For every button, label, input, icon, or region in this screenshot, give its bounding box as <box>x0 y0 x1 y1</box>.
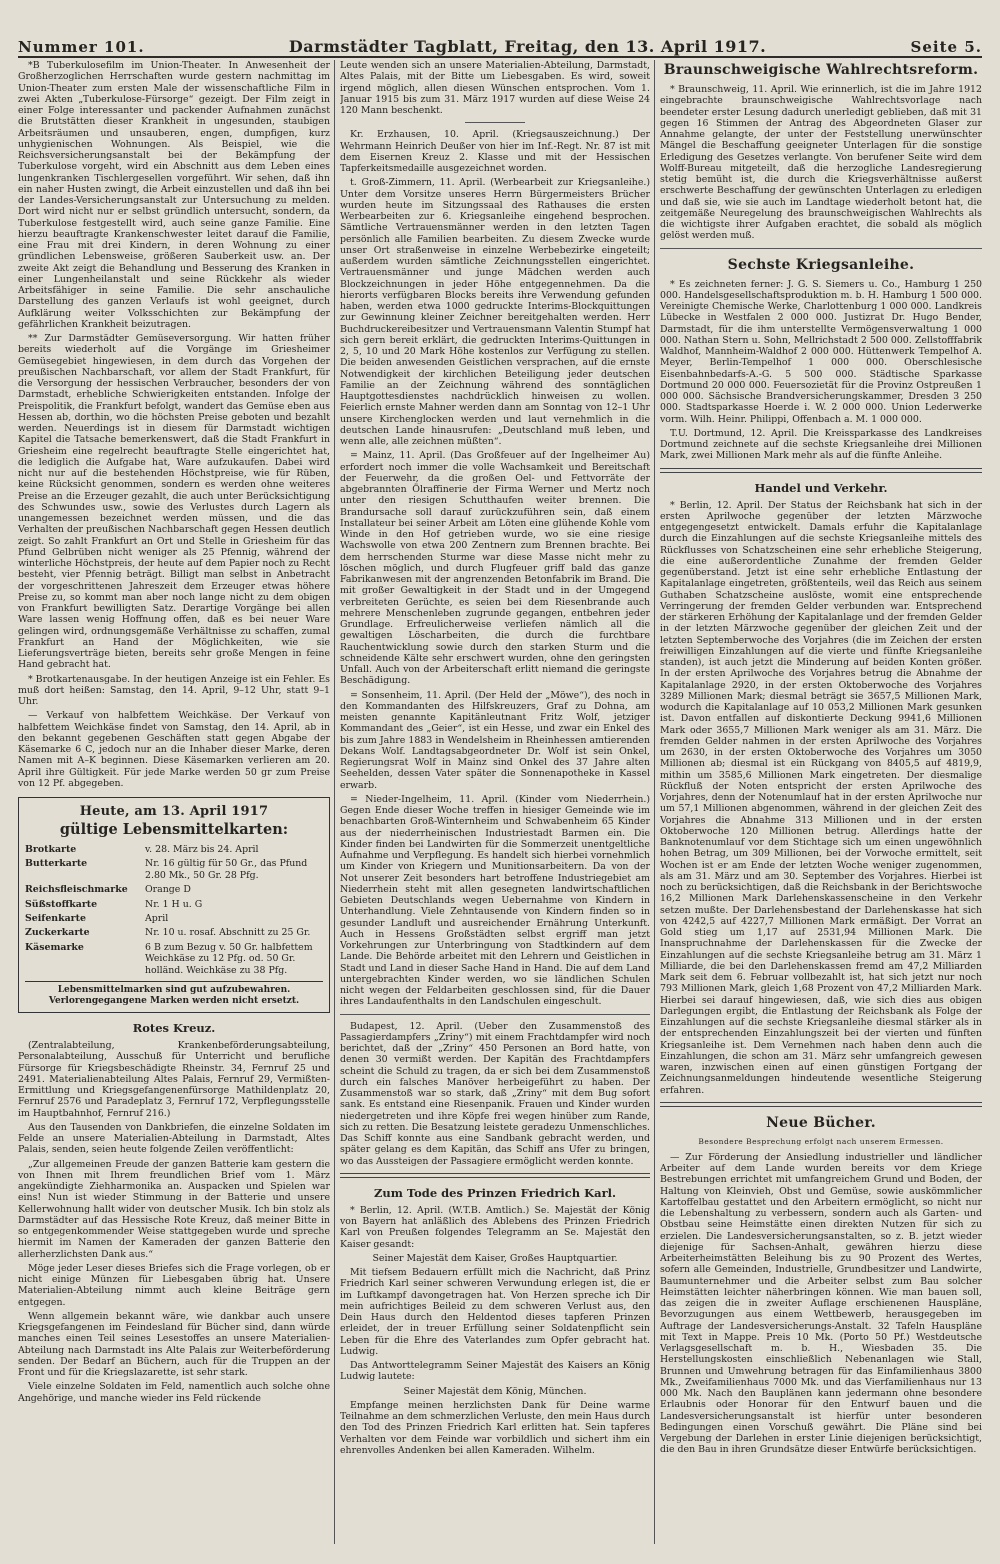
article-reichsbank: * Berlin, 12. April. Der Status der Reichsbank hat sich in der ersten Aprilwoche gegenüber der letzten Märzwoche entgegengesetzt entwickelt. Damals erfuhr die Kapitalanlage durch die Einzahlungen auf die sechste Kriegsanleihe mittels des Rückflusses von Schatzscheinen eine sehr erhebliche Steigerung, die eine außerordentliche Zunahme der fremden Gelder gegenüberstand. Jetzt ist eine sehr erhebliche Entlastung der Kapitalanlage eingetreten, größtenteils, weil das Reich aus seinem Guthaben Schatzscheine auslöste, womit eine entsprechende Verringerung der fremden Gelder verbunden war. Entsprechend der stärkeren Erhöhung der Kapitalanlage und der fremden Gelder in der letzten Märzwoche gegenüber der gleichen Zeit und der letzten Septemberwoche des Vorjahres (die im Zeichen der ersten freiwilligen Einzahlungen auf die vierte und fünfte Kriegsanleihe standen), ist auch jetzt die Minderung auf beiden Konten größer. In der ersten Aprilwoche des Vorjahres betrug die Abnahme der Kapitalanlage 2920, in der ersten Oktoberwoche des Vorjahres 3289 Millionen Mark; diesmal beträgt sie 3657,5 Millionen Mark, wodurch die Kapitalanlage auf 10 053,2 Millionen Mark gesunken ist. Davon entfallen auf diskontierte Deckung 9941,6 Millionen Mark oder 3655,7 Millionen Mark weniger als am 31. März. Die fremden Gelder nahmen in der ersten Aprilwoche des Vorjahres um 2630, in der ersten Oktoberwoche des Vorjahres um 3050 Millionen ab; diesmal ist ein Rückgang von 8405,5 auf 4819,9, mithin um 3585,6 Millionen Mark eingetreten. Der diesmalige Rückfluß der Noten entspricht der ersten Aprilwoche des Vorjahres, denn der Notenumlauf hat in der ersten Aprilwoche nur um 57,1 Millionen abgenommen, während in der gleichen Zeit des Vorjahres die Abnahme 313 Millionen und in der ersten Oktoberwoche 120 Millionen betrug. Allerdings hatte der Banknotenumlauf vor dem Stichtage sich um einen ungewöhnlich hohen Betrag, um 309 Millionen, bei der Vorwoche ermittelt, seit Wochen ist er am Ende der letzten Woche weniger zugenommen, als am 31. März und am 30. September des Vorjahres. Hierbei ist noch zu berücksichtigen, daß die Reichsbank in der Berichtswoche 16,2 Millionen Mark Darlehenskassenscheine in den Verkehr setzen mußte. Der Darlehensbestand der Darlehenskasse hat sich von 4242,5 auf 4227,7 Millionen Mark ermäßigt. Der Vorrat an Gold stieg um 1,17 auf 2531,94 Millionen Mark. Die Inanspruchnahme der Darlehenskassen für die Zwecke der Einzahlungen auf die sechste Kriegsanleihe betrug am 31. März 1 Milliarde, die bei den Darlehenskassen fremd am 47,2 Milliarden Mark seit dem 6. Februar vollbezahlt ist, hat sich jetzt nur noch 793 Millionen Mark, gleich 1,68 Prozent von 47,2 Milliarden Mark. Hierbei sei darauf hingewiesen, daß, wie sich dies aus obigen Darlegungen ergibt, die Entlastung der Reichsbank als Folge der Einzahlungen auf die sechste Kriegsanleihe diesmal stärker als in der entsprechenden Einzahlungszeit bei der vierten und fünften Kriegsanleihe ist. Dem Vernehmen nach haben denn auch die Einzahlungen, die schon am 31. März sehr umfangreich gewesen waren, inzwischen einen auf einen günstigen Fortgang der Zeichnungsanmeldungen hindeutende wesentliche Steigerung erfahren. <box>660 499 982 1096</box>
page-number: Seite 5. <box>910 38 982 56</box>
rotes-kreuz-addresses: (Zentralabteilung, Krankenbeförderungsabteilung, Personalabteilung, Ausschuß für Unterricht und berufliche Fürsorge für Kriegsbeschädigte Rheinstr. 34, Fernruf 25 und 2491. Materialienabteilung Altes Palais, Fernruf 29, Vermißten-Ermittlung und Kriegsgefangenenfürsorge Mathildenplatz 20, Fernruf 2576 und Paradeplatz 3, Fernruf 172, Verpflegungsstelle im Hauptbahnhof, Fernruf 216.) <box>18 1040 330 1119</box>
tod-telegram-koenig: Mit tiefsem Bedauern erfüllt mich die Nachricht, daß Prinz Friedrich Karl seiner schweren Verwundung erlegen ist, die er im Luftkampf davongetragen hat. Von Herzen spreche ich Dir mein aufrichtiges Beileid zu dem schweren Verlust aus, den Dein Haus durch den Heldentod dieses tapferen Prinzen erleidet, der in treuer Erfüllung seiner Soldatenpflicht sein Leben für die Ehre des Vaterlandes zum Opfer gebracht hat. Ludwig. <box>340 1267 650 1357</box>
box-heading-date: Heute, am 13. April 1917 <box>79 804 269 819</box>
article-sonsenheim: = Sonsenheim, 11. April. (Der Held der „Möwe“), des noch in den Kommandanten des Hilfskreuzers, Graf zu Dohna, am meisten genannte Kapitänleutnant Fritz Wolf, jetziger Kommandant des „Geier“, ist ein Hesse, und zwar ein Enkel des bis zum Jahre 1883 in Wendelsheim in Rheinhessen amtierenden Dekans Wolf. Landtagsabgeordneter Dr. Wolf ist sein Onkel, Regierungsrat Wolf in Mainz sind Onkel des 37 Jahre alten Seehelden, dessen Vater später die Sonnenapotheke in Kassel erwarb. <box>340 689 650 791</box>
box-heading-title: gültige Lebensmittelkarten: <box>59 821 289 838</box>
separator <box>660 248 982 249</box>
article-kriegsanleihe-zeichnungen: * Es zeichneten ferner: J. G. S. Siemers u. Co., Hamburg 1 250 000. Handelsgesellschaftsproduktion m. b. H. Hamburg 1 500 000. Vereinigte Chemische Werke, Charlottenburg 1 000 000. Landkreis Lübecke in Westfalen 2 000 000. Justizrat Dr. Hugo Bender, Darmstadt, für die ihm unterstellte Vermögensverwaltung 1 000 000. Nathan Stern u. Sohn, Mellrichstadt 2 500 000. Zellstofffabrik Waldhof, Mannheim-Waldhof 2 000 000. Hüttenwerk Tempelhof A. Meyer, Berlin-Tempelhof 1 000 000. Oberschlesische Eisenbahnbedarfs-A.-G. 5 500 000. Städtische Sparkasse Dortmund 20 000 000. Feuersozietät für die Provinz Ostpreußen 1 000 000. Sächsische Brandversicherungskammer, Dresden 3 250 000. Stadtsparkasse Hoerde i. W. 2 000 000. Union Lederwerke vorm. Wilh. Heinr. Philippi, Offenbach a. M. 1 000 000. <box>660 278 982 425</box>
issue-number: Nummer 101. <box>18 38 145 56</box>
newspaper-title-date: Darmstädter Tagblatt, Freitag, den 13. April 1917. <box>288 37 767 56</box>
separator <box>340 1014 650 1015</box>
tod-telegram-kaiser: Empfange meinen herzlichsten Dank für Deine warme Teilnahme an dem schmerzlichen Verluste, den mein Haus durch den Tod des Prinzen Friedrich Karl erlitten hat. Sein tapferes Verhalten vor dem Feinde war vorbildlich und sichert ihm ein ehrenvolles Andenken bei allen Kameraden. Wilhelm. <box>340 1399 650 1456</box>
article-mainz: = Mainz, 11. April. (Das Großfeuer auf der Ingelheimer Au) erfordert noch immer die volle Wachsamkeit und Bereitschaft der Feuerwehr, da die großen Oel- und Fettvorräte der abgebrannten Ölraffinerie der Firma Werner und Mertz noch unter den riesigen Schutthaufen weiter brennen. Die Brandursache soll darauf zurückzuführen sein, daß einem Installateur bei seiner Arbeit am Löten eine glühende Kohle vom Winde in den Hof getrieben wurde, wo sie eine riesige Wachswolle von etwa 200 Zentnern zum Brennen brachte. Bei dem herrschenden Sturme war diese Masse nicht mehr zu löschen möglich, und durch Flugfeuer griff bald das ganze Fabrikanwesen mit der angrenzenden Betonfabrik im Brand. Die mit großer Gewaltigkeit in der Stadt und in der Umgegend verbreiteten Gerüchte, es seien bei dem Riesenbrande auch mehrere Menschenleben zugrunde gegangen, entbehren jeder Grundlage. Erfreulicherweise verliefen nämlich all die gewaltigen Löscharbeiten, die durch die furchtbare Rauchentwicklung sowie durch den starken Sturm und die schneidende Kälte sehr erschwert wurden, ohne den geringsten Unfall. Auch von der Arbeiterschaft erlitt niemand die geringste Beschädigung. <box>340 450 650 687</box>
rotes-kreuz-continued: Leute wenden sich an unsere Materialien-Abteilung, Darmstadt, Altes Palais, mit der Bitte um Liebesgaben. Es wird, soweit irgend möglich, allen diesen Wünschen entsprochen. Vom 1. Januar 1915 bis zum 31. März 1917 wurden auf diese Weise 24 120 Mann beschenkt. <box>340 60 650 116</box>
card-row <box>25 927 323 938</box>
card-name: Brotkarte <box>25 844 77 855</box>
card-value: Orange D <box>145 884 191 896</box>
rotes-kreuz-letter: „Zur allgemeinen Freude der ganzen Batterie kam gestern die von Ihnen mit Ihrem freundlichen Brief vom 1. März angekündigte Ziehharmonika an. Auspacken und Spielen war eins! Nun ist wieder Stimmung in der Batterie und unsere Kellerwohnung hallt wider von deutscher Musik. Ich bin stolz als Darmstädter auf das Hessische Rote Kreuz, daß meiner Bitte in so entgegenkommender Weise stattgegeben wurde und spreche hiermit im Namen der Kameraden der ganzen Batterie den allerherzlichsten Dank aus.“ <box>18 1158 330 1260</box>
card-name: Reichsfleischmarke <box>25 884 128 896</box>
heading-handel-verkehr: Handel und Verkehr. <box>754 480 888 495</box>
article-weichkaese: — Verkauf von halbfettem Weichkäse. Der Verkauf von halbfettem Weichkäse findet von Samstag, den 14. April, ab in den bekannt gegebenen Geschäften statt gegen Abgabe der Käsemarke 6 C, jedoch nur an die Inhaber dieser Marke, deren Namen mit A–K beginnen. Diese Käsemarken verlieren am 20. April ihre Gültigkeit. Für jede Marke werden 50 gr zum Preise von 12 Pf. abgegeben. <box>18 710 330 789</box>
tod-reply-intro: Das Antworttelegramm Seiner Majestät des Kaisers an König Ludwig lautete: <box>340 1360 650 1383</box>
rotes-kreuz-soldiers: Viele einzelne Soldaten im Feld, namentlich auch solche ohne Angehörige, und manche wieder ins Feld rückende <box>18 1381 330 1404</box>
column-2 <box>340 60 650 1548</box>
separator <box>340 1173 650 1178</box>
card-name: Zuckerkarte <box>25 927 90 939</box>
card-row <box>25 942 323 976</box>
rotes-kreuz-books: Wenn allgemein bekannt wäre, wie dankbar auch unsere Kriegsgefangenen im Feindesland für Bücher sind, dann würde manches einen Teil seines Lesestoffes an unsere Materialien-Abteilung nach Darmstadt ins Alte Palais zur Weiterbeförderung senden. Der Bedarf an Büchern, auch für die Truppen an der Front und für die Kriegslazarette, ist sehr stark. <box>18 1310 330 1379</box>
column-rule <box>654 60 655 1544</box>
card-row <box>25 858 323 881</box>
separator <box>660 1102 982 1107</box>
masthead <box>18 28 982 58</box>
card-row <box>25 844 323 855</box>
tod-address-koenig: Seiner Majestät dem König, München. <box>403 1385 587 1397</box>
card-name: Süßstoffkarte <box>25 898 98 910</box>
heading-prinz-friedrich-karl: Zum Tode des Prinzen Friedrich Karl. <box>373 1185 617 1200</box>
column-rule <box>334 60 335 1544</box>
tod-intro: * Berlin, 12. April. (W.T.B. Amtlich.) Se. Majestät der König von Bayern hat anläßlich des Ablebens des Prinzen Friedrich Karl von Preußen folgendes Telegramm an Se. Majestät den Kaiser gesandt: <box>340 1204 650 1250</box>
rotes-kreuz-intro: Aus den Tausenden von Dankbriefen, die einzelne Soldaten im Felde an unsere Materialien-Abteilung in Darmstadt, Altes Palais, senden, seien heute folgende Zeilen veröffentlicht: <box>18 1121 330 1156</box>
buecher-subtitle: Besondere Besprechung erfolgt nach unserem Ermessen. <box>698 1136 944 1146</box>
heading-rotes-kreuz: Rotes Kreuz. <box>132 1021 216 1036</box>
separator <box>660 468 982 473</box>
rotes-kreuz-appeal: Möge jeder Leser dieses Briefes sich die Frage vorlegen, ob er nicht einige Münzen für Liebesgaben übrig hat. Unsere Materialien-Abteilung nimmt auch kleine Beiträge gern entgegen. <box>18 1262 330 1308</box>
article-ansiedlung: — Zur Förderung der Ansiedlung industrieller und ländlicher Arbeiter auf dem Lande wurden bereits vor dem Kriege Bestrebungen errichtet mit umfangreichem Grund und Boden, der Haltung von Kleinvieh, Obst und Gemüse, sowie auskömmlicher Kartoffelbau gestattet und den Arbeitern ermöglicht, so nicht nur die Lebenshaltung zu verbessern, sondern auch als Garten- und Obstbau seine Heimstätte einen direkten Nutzen für sich zu erzielen. Die Landesversicherungsanstalten, so z. B. jetzt wieder diejenige für Sachsen-Anhalt, gewähren hierzu diese Arbeiterheimstätten Beleihung bis zu 90 Prozent des Wertes, sofern alle Gemeinden, Industrielle, Grundbesitzer und Landwirte, Baumunternehmer und die Arbeiter selbst zum Bau solcher Heimstätten leichter näherbringen können. Wie man bauen soll, das zeigen die in zweiter Auflage erschienenen Hauspläne, Bevorzugungen aus einem Wettbewerb, herausgegeben im Auftrage der Landesversicherungs-Anstalt. 32 Tafeln Hauspläne mit Text in Mappe. Preis 10 Mk. (Porto 50 Pf.) Westdeutsche Verlagsgesellschaft m. b. H., Wiesbaden 35. Die Herstellungskosten einschließlich Nebenanlagen wie Stall, Brunnen und Umwehrung betragen für das Einfamilienhaus 3800 Mk., Zweifamilienhaus 7000 Mk. und das Vierfamilienhaus nur 13 000 Mk. Nach den Bauplänen kann jedermann ohne besondere Erlaubnis oder Honorar für den Entwurf bauen und die Landesversicherungsanstalt ist hierfür unter besonderen Bedingungen einen Vorschuß gewährt. Die Pläne sind bei Vergebung der Darlehen in erster Linie diejenigen berücksichtigt, die den Bau in ihren Grundsätze dieser Entwürfe berücksichtigen. <box>660 1151 982 1456</box>
note-line-2: Verlorengegangene Marken werden nicht ersetzt. <box>48 996 300 1007</box>
tod-address-kaiser: Seiner Majestät dem Kaiser, Großes Hauptquartier. <box>372 1252 618 1264</box>
heading-neue-buecher: Neue Bücher. <box>766 1114 876 1131</box>
article-nieder-ingelheim: = Nieder-Ingelheim, 11. April. (Kinder vom Niederrhein.) Gegen Ende dieser Woche treffen in hiesiger Gemeinde wie im benachbarten Groß-Winternheim und Schwabenheim 65 Kinder aus der niederrheinischen Industriestadt Barmen ein. Die Kinder finden bei Landwirten für die Sommerzeit unentgeltliche Aufnahme und Verpflegung. Es handelt sich hierbei vornehmlich um Kinder von Kriegern und Munitionsarbeitern. Da von der Not unserer Zeit besonders hart betroffene Industriegebiet am Niederrhein steht mit allen gesegneten landwirtschaftlichen Gebieten Deutschlands wegen Uebernahme von Kindern in Unterhandlung. Viele Zehntausende von Kindern finden so in gesunder Landluft und ausreichender Ernährung Unterkunft. Auch in Hessens Großstädten selbst ergriff man jetzt Vorkehrungen zur Unterbringung von Stadtkindern auf dem Lande. Die Behörde arbeitet mit den Lehrern und Geistlichen in Stadt und Land in dieser Sache Hand in Hand. Die auf dem Land untergebrachten Kinder werden, wo sie ländlichen Schulen nicht wegen der Feldarbeiten geschlossen sind, für die Dauer ihres Landaufenthalts in den Landschulen eingeschult. <box>340 793 650 1008</box>
article-wahlrechtsreform: * Braunschweig, 11. April. Wie erinnerlich, ist die im Jahre 1912 eingebrachte braunschweigische Wahlrechtsvorlage nach beendeter erster Lesung dadurch unerledigt geblieben, daß mit 31 gegen 16 Stimmen der Antrag des Abgeordneten Glaser zur Annahme gelangte, der unter der Feststellung unerwünschter Mängel die Beschaffung geeigneter Unterlagen für die sonstige Erledigung des Gesetzes verlangte. Von berufener Seite wird dem Wolff-Bureau mitgeteilt, daß die herzogliche Landesregierung stetig bemüht ist, die durch die Kriegsverhältnisse außerst erschwerte Beschaffung der gewünschten Unterlagen zu erledigen und daß sie, wie sie auch im Landtage wiederholt betont hat, die zeitgemäße Neuregelung des braunschweigischen Wahlrechts als die wichtigste ihrer Aufgaben erachtet, die sobald als möglich gelöst werden muß. <box>660 84 982 242</box>
box-note <box>25 981 323 1007</box>
article-budapest: Budapest, 12. April. (Ueber den Zusammenstoß des Passagierdampfers „Zriny“) mit einem Frachtdampfer wird noch berichtet, daß der „Zriny“ 450 Personen an Bord hatte, von denen 30 vermißt werden. Der Kapitän des Frachtdampfers scheint die Schuld zu tragen, da er sich bei dem Zusammenstoß durch ein falsches Manöver herbeigeführt zu haben. Der Zusammenstoß war so stark, daß „Zriny“ mit dem Bug sofort sank. Es entstand eine Riesenpanik. Frauen und Kinder wurden niedergetreten und ihre Köpfe frei wegen hinüber zum Rande, sich zu retten. Die Besatzung leistete geradezu Unmenschliches. Das Schiff konnte aus eine Sandbank gebracht werden, und später gelang es dem Kapitän, das Schiff ans Ufer zu bringen, wo das Aussteigen der Passagiere ermöglicht werden konnte. <box>340 1020 650 1167</box>
card-value: v. 28. März bis 24. April <box>145 844 259 855</box>
card-name: Käsemarke <box>25 941 84 953</box>
card-value: Nr. 1 H u. G <box>145 898 203 910</box>
card-row <box>25 899 323 910</box>
heading-kriegsanleihe: Sechste Kriegsanleihe. <box>727 256 915 273</box>
card-name: Seifenkarte <box>25 913 86 925</box>
article-gemueseversorgung: ** Zur Darmstädter Gemüseversorgung. Wir hatten früher bereits wiederholt auf die Vorgänge im Griesheimer Gemüsegebiet hingewiesen, in dem durch das Vorgehen der preußischen Nachbarschaft, vor allem der Stadt Frankfurt, für die Versorgung der hessischen Verbraucher, besonders der von Darmstadt, erhebliche Schwierigkeiten entstanden. Infolge der Preispolitik, die Frankfurt befolgt, wandert das Gemüse eben aus Hessen ab, dorthin, wo die höchsten Preise geboten und bezahlt werden. Neuerdings ist in diesem für Darmstadt wichtigen Kapitel die Tatsache bemerkenswert, daß die Stadt Frankfurt in Griesheim eine regelrecht beauftragte Stelle eingerichtet hat, die lediglich die Aufgabe hat, Ware aufzukaufen. Dabei wird nicht nur auf die bestehenden Höchstpreise, wie für Rüben, keine Rücksicht genommen, sondern es werden ohne weiteres Preise an die Erzeuger gezahlt, die auch unter Berücksichtigung des Schwundes usw., sowie des Verlustes durch Lagern als unangemessen bezeichnet werden müssen, und die das Verhalten der preußischen Nachbarschaft gegen Hessen deutlich zeigt. So zahlt Frankfurt an Ort und Stelle in Griesheim für das Pfund Gelbrüben nicht weniger als 25 Pfennig, während der winterliche Höchstpreis, der heute auf dem Papier noch zu Recht besteht, vier Pfennig beträgt. Billigt man selbst in Anbetracht der vorgeschrittenen Jahreszeit dem Erzeuger etwas höhere Preise zu, so kommt man aber noch lange nicht zu dem obigen von Frankfurt bewilligten Satz. Derartige Vorgänge bei allen Ware lassen wenig Hoffnung offen, daß es bei neuer Ware gelingen wird, ordnungsgemäße Verhältnisse zu schaffen, zumal Frankfurt an Hand der Möglichkeiten, wie sie Lieferungsverträge bieten, bereits sehr große Mengen in feine Hand gebracht hat. <box>18 333 330 671</box>
card-row <box>25 884 323 895</box>
note-line-1: Lebensmittelmarken sind gut aufzubewahren. <box>57 985 291 996</box>
card-value: 6 B zum Bezug v. 50 Gr. halbfettem Weichkäse zu 12 Pfg. od. 50 Gr. holländ. Weichkäse zu 38 Pfg. <box>145 941 313 976</box>
article-gross-zimmern: t. Groß-Zimmern, 11. April. (Werbearbeit zur Kriegsanleihe.) Unter dem Vorsitze unseres Herrn Bürgermeisters Brücher wurden heute im Sitzungssaal des Rathauses die ersten Werbearbeiten zur 6. Kriegsanleihe eingehend besprochen. Sämtliche Vertrauensmänner werden in den letzten Tagen persönlich alle Familien bearbeiten. Zu diesem Zwecke wurde unser Ort straßenweise in einzelne Werbebezirke eingeteilt; außerdem wurden sämtliche Zeichnungsstellen eingerichtet. Vertrauensmänner und junge Mädchen werden auch Blockzeichnungen in jeder Höhe entgegennehmen. Da die hierorts verfügbaren Blocks bereits ihre Verwendung gefunden haben, werden etwa 1000 gedruckte Interims-Blockquittungen zur Gewinnung kleiner Zeichner bereitgehalten werden. Herr Buchdruckereibesitzer und Vertrauensmann Valentin Stumpf hat sich gern bereit erklärt, die gedruckten Interims-Quittungen in 2, 5, 10 und 20 Mark Höhe kostenlos zur Verfügung zu stellen. Die beiden anwesenden Geistlichen versprachen, auf die ernste Notwendigkeit der kirchlichen Beteiligung jeder deutschen Familie an der Zeichnung während des sonntäglichen Hauptgottesdienstes nachdrücklich hinweisen zu wollen. Feierlich ernste Mahner werden dann am Sonntag von 12–1 Uhr unsere Kirchenglocken werden und laut vernehmlich in die deutschen Lande hinausrufen: „Deutschland muß leben, und wenn alle, alle zeichnen müßten“. <box>340 177 650 447</box>
separator <box>465 122 525 123</box>
card-value: Nr. 16 gültig für 50 Gr., das Pfund 2.80 Mk., 50 Gr. 28 Pfg. <box>145 858 308 881</box>
card-value: April <box>145 913 169 925</box>
article-erzhausen: Kr. Erzhausen, 10. April. (Kriegsauszeichnung.) Der Wehrmann Heinrich Deußer von hier im Inf.-Regt. Nr. 87 ist mit dem Eisernen Kreuz 2. Klasse und mit der Hessischen Tapferkeitsmedaille ausgezeichnet worden. <box>340 129 650 174</box>
article-brotkartenausgabe: * Brotkartenausgabe. In der heutigen Anzeige ist ein Fehler. Es muß dort heißen: Samstag, den 14. April, 9–12 Uhr, statt 9–1 Uhr. <box>18 673 330 707</box>
card-row <box>25 913 323 924</box>
heading-wahlrechtsreform: Braunschweigische Wahlrechtsreform. <box>663 62 979 78</box>
card-value: Nr. 10 u. rosaf. Abschnitt zu 25 Gr. <box>145 927 311 939</box>
card-name: Butterkarte <box>25 858 88 870</box>
article-kriegsanleihe-dortmund: T.U. Dortmund, 12. April. Die Kreissparkasse des Landkreises Dortmund zeichnete auf die sechste Kriegsanleihe drei Millionen Mark, zwei Millionen Mark mehr als auf die fünfte Anleihe. <box>660 427 982 462</box>
article-tuberkulosefilm: *B Tuberkulosefilm im Union-Theater. In Anwesenheit der Großherzoglichen Herrschaften wurde gestern nachmittag im Union-Theater zum ersten Male der wissenschaftliche Film in zwei Akten „Tuberkulose-Fürsorge“ gezeigt. Der Film zeigt in einer Folge interessanter und packender Aufnahmen zunächst die Brutstätten dieser Krankheit in ungesunden, staubigen Arbeitsräumen und unsauberen, engen, dumpfigen, kurz unhygienischen Wohnungen. Als Beispiel, wie die Reichsversicherungsanstalt bei der Bekämpfung der Tuberkulose vorgeht, wird ein Abschnitt aus dem Leben eines lungenkranken Tischlergesellen vorgeführt. Wir sehen, daß ihn ein naher Husten zwingt, die Arbeit einzustellen und daß ihn bei der Landes-Versicherungsanstalt zur Untersuchung zu melden. Dort wird nicht nur er selbst gründlich untersucht, sondern, da Tuberkulose festgestellt wird, auch seine ganze Familie. Eine hierzu beauftragte Krankenschwester leitet darauf die Familie, eine Frau mit drei Kindern, in deren Wohnung zu einer gründlichen Lebensweise, größeren Sauberkeit usw. an. Der zweite Akt zeigt die Behandlung und Besserung des Kranken in einer Lungenheilanstalt und seine Rückkehr als wieder Arbeitsfähiger in seine Familie. Die sehr anschauliche Darstellung des ganzen Verlaufs ist wohl geeignet, durch Aufklärung weiter Volksschichten zur Bekämpfung der gefährlichen Krankheit beizutragen. <box>18 60 330 330</box>
column-1 <box>18 60 330 1548</box>
column-3 <box>660 60 982 1548</box>
lebensmittelkarten-box <box>18 797 330 1013</box>
